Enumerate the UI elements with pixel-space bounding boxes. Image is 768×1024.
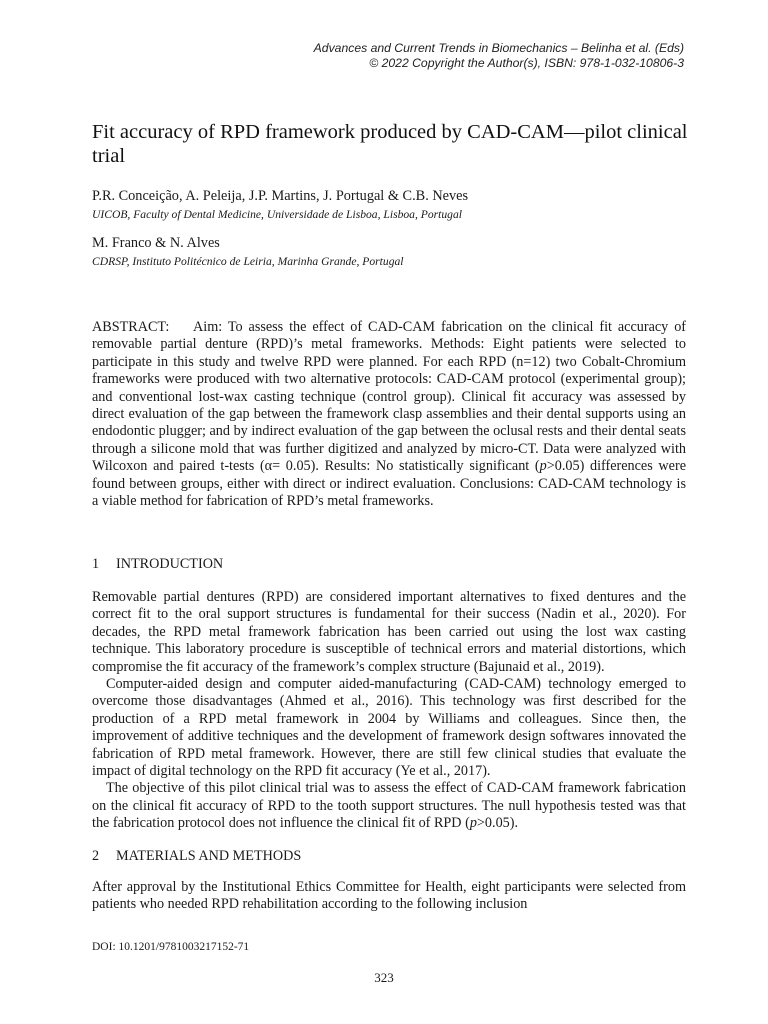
section-number: 1 bbox=[92, 556, 100, 572]
copyright-line: © 2022 Copyright the Author(s), ISBN: 978-1-032-10806-3 bbox=[369, 56, 684, 70]
paper-title: Fit accuracy of RPD framework produced by CAD-CAM—pilot clinical trial bbox=[92, 121, 688, 167]
section-title: INTRODUCTION bbox=[116, 556, 224, 572]
section-number: 2 bbox=[92, 848, 100, 864]
abstract bbox=[92, 319, 686, 510]
journal-line: Advances and Current Trends in Biomechanics – Belinha et al. (Eds) bbox=[313, 41, 684, 55]
section-title: MATERIALS AND METHODS bbox=[116, 848, 302, 864]
abstract-label: ABSTRACT: bbox=[92, 319, 170, 335]
intro-paragraph-1: Removable partial dentures (RPD) are considered important alternatives to fixed dentures and the correct fit to the oral support structures is fundamental for their success (Nadin et al., 2020). For decades, the RPD metal framework fabrication has been carried out using the lost wax casting technique. This laboratory procedure is susceptible of technical errors and material distortions, which compromise the fit accuracy of the framework’s complex structure (Bajunaid et al., 2019). bbox=[92, 589, 686, 675]
author-list-2: M. Franco & N. Alves bbox=[92, 235, 220, 251]
methods-body bbox=[92, 879, 686, 914]
section-heading-methods bbox=[92, 847, 301, 865]
page-number: 323 bbox=[374, 970, 394, 985]
abstract-text-2: >0.05) differences were found between groups, either with direct or indirect evaluation. Conclusions: CAD-CAM technology is a viable method for fabrication of RPD’s metal frameworks. bbox=[92, 458, 686, 510]
intro-paragraph-2: Computer-aided design and computer aided-manufacturing (CAD-CAM) technology emerged to overcome those disadvantages (Ahmed et al., 2016). This technology was first described for the production of a RPD metal framework in 2004 by Williams and colleagues. Since then, the improvement of additive techniques and the development of framework design softwares innovated the fabrication of RPD metal framework. However, there are still few clinical studies that evaluate the impact of digital technology on the RPD fit accuracy (Ye et al., 2017). bbox=[92, 676, 686, 780]
running-header bbox=[314, 41, 684, 71]
intro-p3-text-2: >0.05). bbox=[476, 815, 519, 832]
intro-p3-text-1: The objective of this pilot clinical trial was to assess the effect of CAD-CAM framework fabrication on the clinical fit accuracy of RPD to the tooth support structures. The null hypothesis tested was that the fabrication protocol does not influence the clinical fit of RPD ( bbox=[92, 780, 686, 832]
abstract-text-1: Aim: To assess the effect of CAD-CAM fabrication on the clinical fit accuracy of removable partial denture (RPD)’s metal frameworks. Methods: Eight patients were selected to participate in this study and twelve RPD were planned. For each RPD (n=12) two Cobalt-Chromium frameworks were produced with two alternative protocols: CAD-CAM protocol (experimental group); and conventional lost-wax casting technique (control group). Clinical fit accuracy was assessed by direct evaluation of the gap between the framework clasp assemblies and their dental supports using an endodontic plugger; and by indirect evaluation of the gap between the oclusal rests and their dental seats through a silicone mold that was further digitized and analyzed by micro-CT. Data were analyzed with Wilcoxon and paired t-tests (α= 0.05). Results: No statistically significant ( bbox=[92, 319, 687, 475]
affiliation-1: UICOB, Faculty of Dental Medicine, Universidade de Lisboa, Lisboa, Portugal bbox=[92, 208, 462, 221]
author-list-1: P.R. Conceição, A. Peleija, J.P. Martins, J. Portugal & C.B. Neves bbox=[92, 188, 469, 204]
methods-paragraph-1: After approval by the Institutional Ethics Committee for Health, eight participants were selected from patients who needed RPD rehabilitation according to the following inclusion bbox=[92, 879, 686, 913]
introduction-body bbox=[92, 589, 686, 833]
doi: DOI: 10.1201/9781003217152-71 bbox=[92, 941, 250, 953]
affiliation-2: CDRSP, Instituto Politécnico de Leiria, Marinha Grande, Portugal bbox=[92, 255, 404, 268]
intro-p3-p-symbol: p bbox=[469, 815, 477, 832]
intro-paragraph-3 bbox=[92, 780, 686, 832]
abstract-p-symbol: p bbox=[539, 458, 547, 475]
section-heading-introduction bbox=[92, 555, 223, 573]
